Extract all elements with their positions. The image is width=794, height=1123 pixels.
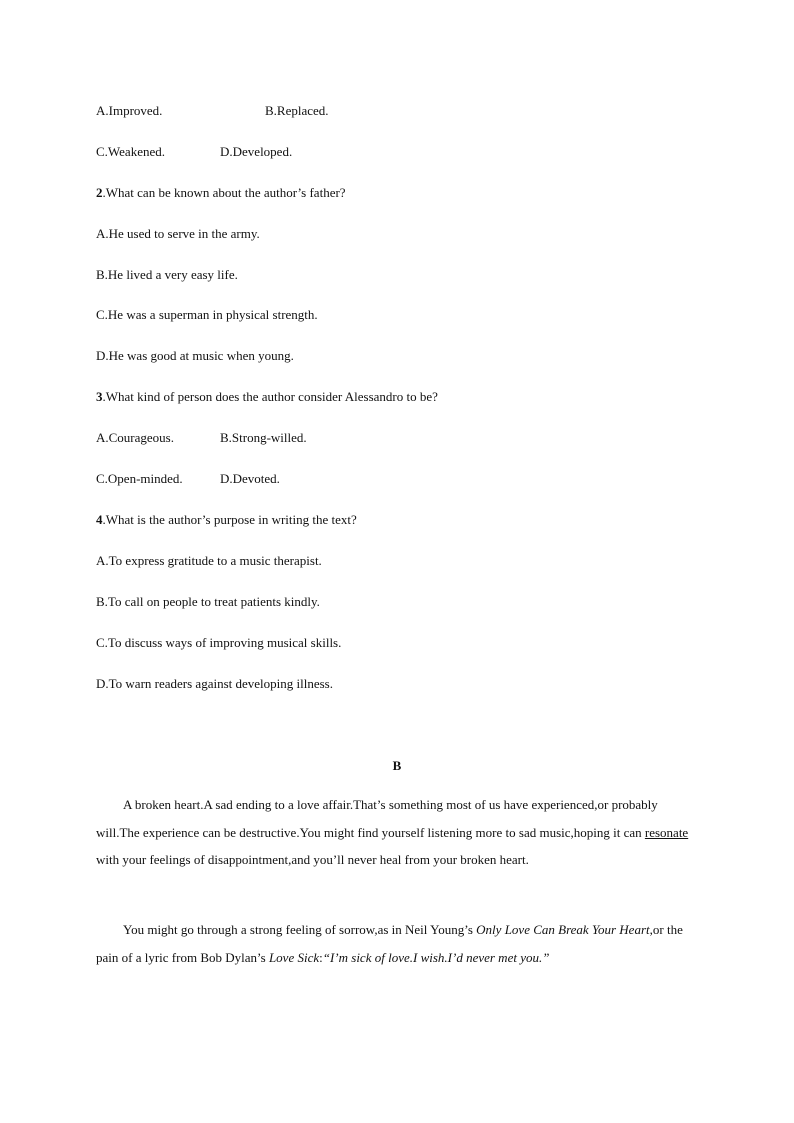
p2-song-title-2: Love Sick [268, 949, 320, 965]
q3-option-a: A.Courageous. [96, 430, 174, 445]
q4-option-b: B.To call on people to treat patients kindly. [96, 594, 320, 609]
q4-stem-text: .What is the author’s purpose in writing the text? [102, 512, 357, 527]
q4-number: 4 [96, 512, 103, 527]
q4-option-a: A.To express gratitude to a music therapist. [96, 553, 322, 568]
q4-stem [96, 512, 357, 528]
q1-option-d: D.Developed. [220, 144, 293, 159]
q2-stem-text: .What can be known about the author’s father? [102, 185, 346, 200]
q2-option-a: A.He used to serve in the army. [96, 226, 260, 241]
q2-option-d: D.He was good at music when young. [96, 348, 294, 363]
section-b-paragraph-2 [96, 916, 696, 971]
p2-text-middle: ,or the pain of a lyric from Bob Dylan’s [96, 922, 683, 965]
q3-number: 3 [96, 389, 103, 404]
q1-option-b: B.Replaced. [265, 103, 329, 118]
q3-stem-text: .What kind of person does the author consider Alessandro to be? [102, 389, 438, 404]
q4-option-d: D.To warn readers against developing illness. [96, 676, 333, 691]
p1-text-before: A broken heart.A sad ending to a love affair.That’s something most of us have experienced,or probably will.The experience can be destructive.You might find yourself listening more to sad music,hoping it can [96, 797, 658, 840]
section-b-paragraph-1 [96, 791, 696, 874]
q3-option-d: D.Devoted. [220, 471, 280, 486]
p2-song-title-1: Only Love Can Break Your Heart [476, 922, 650, 937]
q3-option-c: C.Open-minded. [96, 471, 183, 486]
q2-number: 2 [96, 185, 103, 200]
q1-option-a: A.Improved. [96, 103, 163, 118]
q3-stem [96, 389, 438, 405]
q3-option-b: B.Strong-willed. [220, 430, 307, 445]
q2-option-b: B.He lived a very easy life. [96, 267, 238, 282]
section-b-heading: B [392, 758, 402, 773]
p2-lyric-quote: “I’m sick of love.I wish.I’d never met you.” [322, 949, 550, 965]
q2-option-c: C.He was a superman in physical strength. [96, 307, 318, 322]
p2-text-before: You might go through a strong feeling of sorrow,as in Neil Young’s [123, 922, 477, 937]
q2-stem [96, 185, 346, 201]
q1-option-c: C.Weakened. [96, 144, 165, 159]
q4-option-c: C.To discuss ways of improving musical skills. [96, 635, 342, 650]
p2-colon: : [319, 949, 323, 965]
p1-underlined-word: resonate [644, 824, 689, 840]
p1-text-after: with your feelings of disappointment,and you’ll never heal from your broken heart. [96, 852, 529, 867]
